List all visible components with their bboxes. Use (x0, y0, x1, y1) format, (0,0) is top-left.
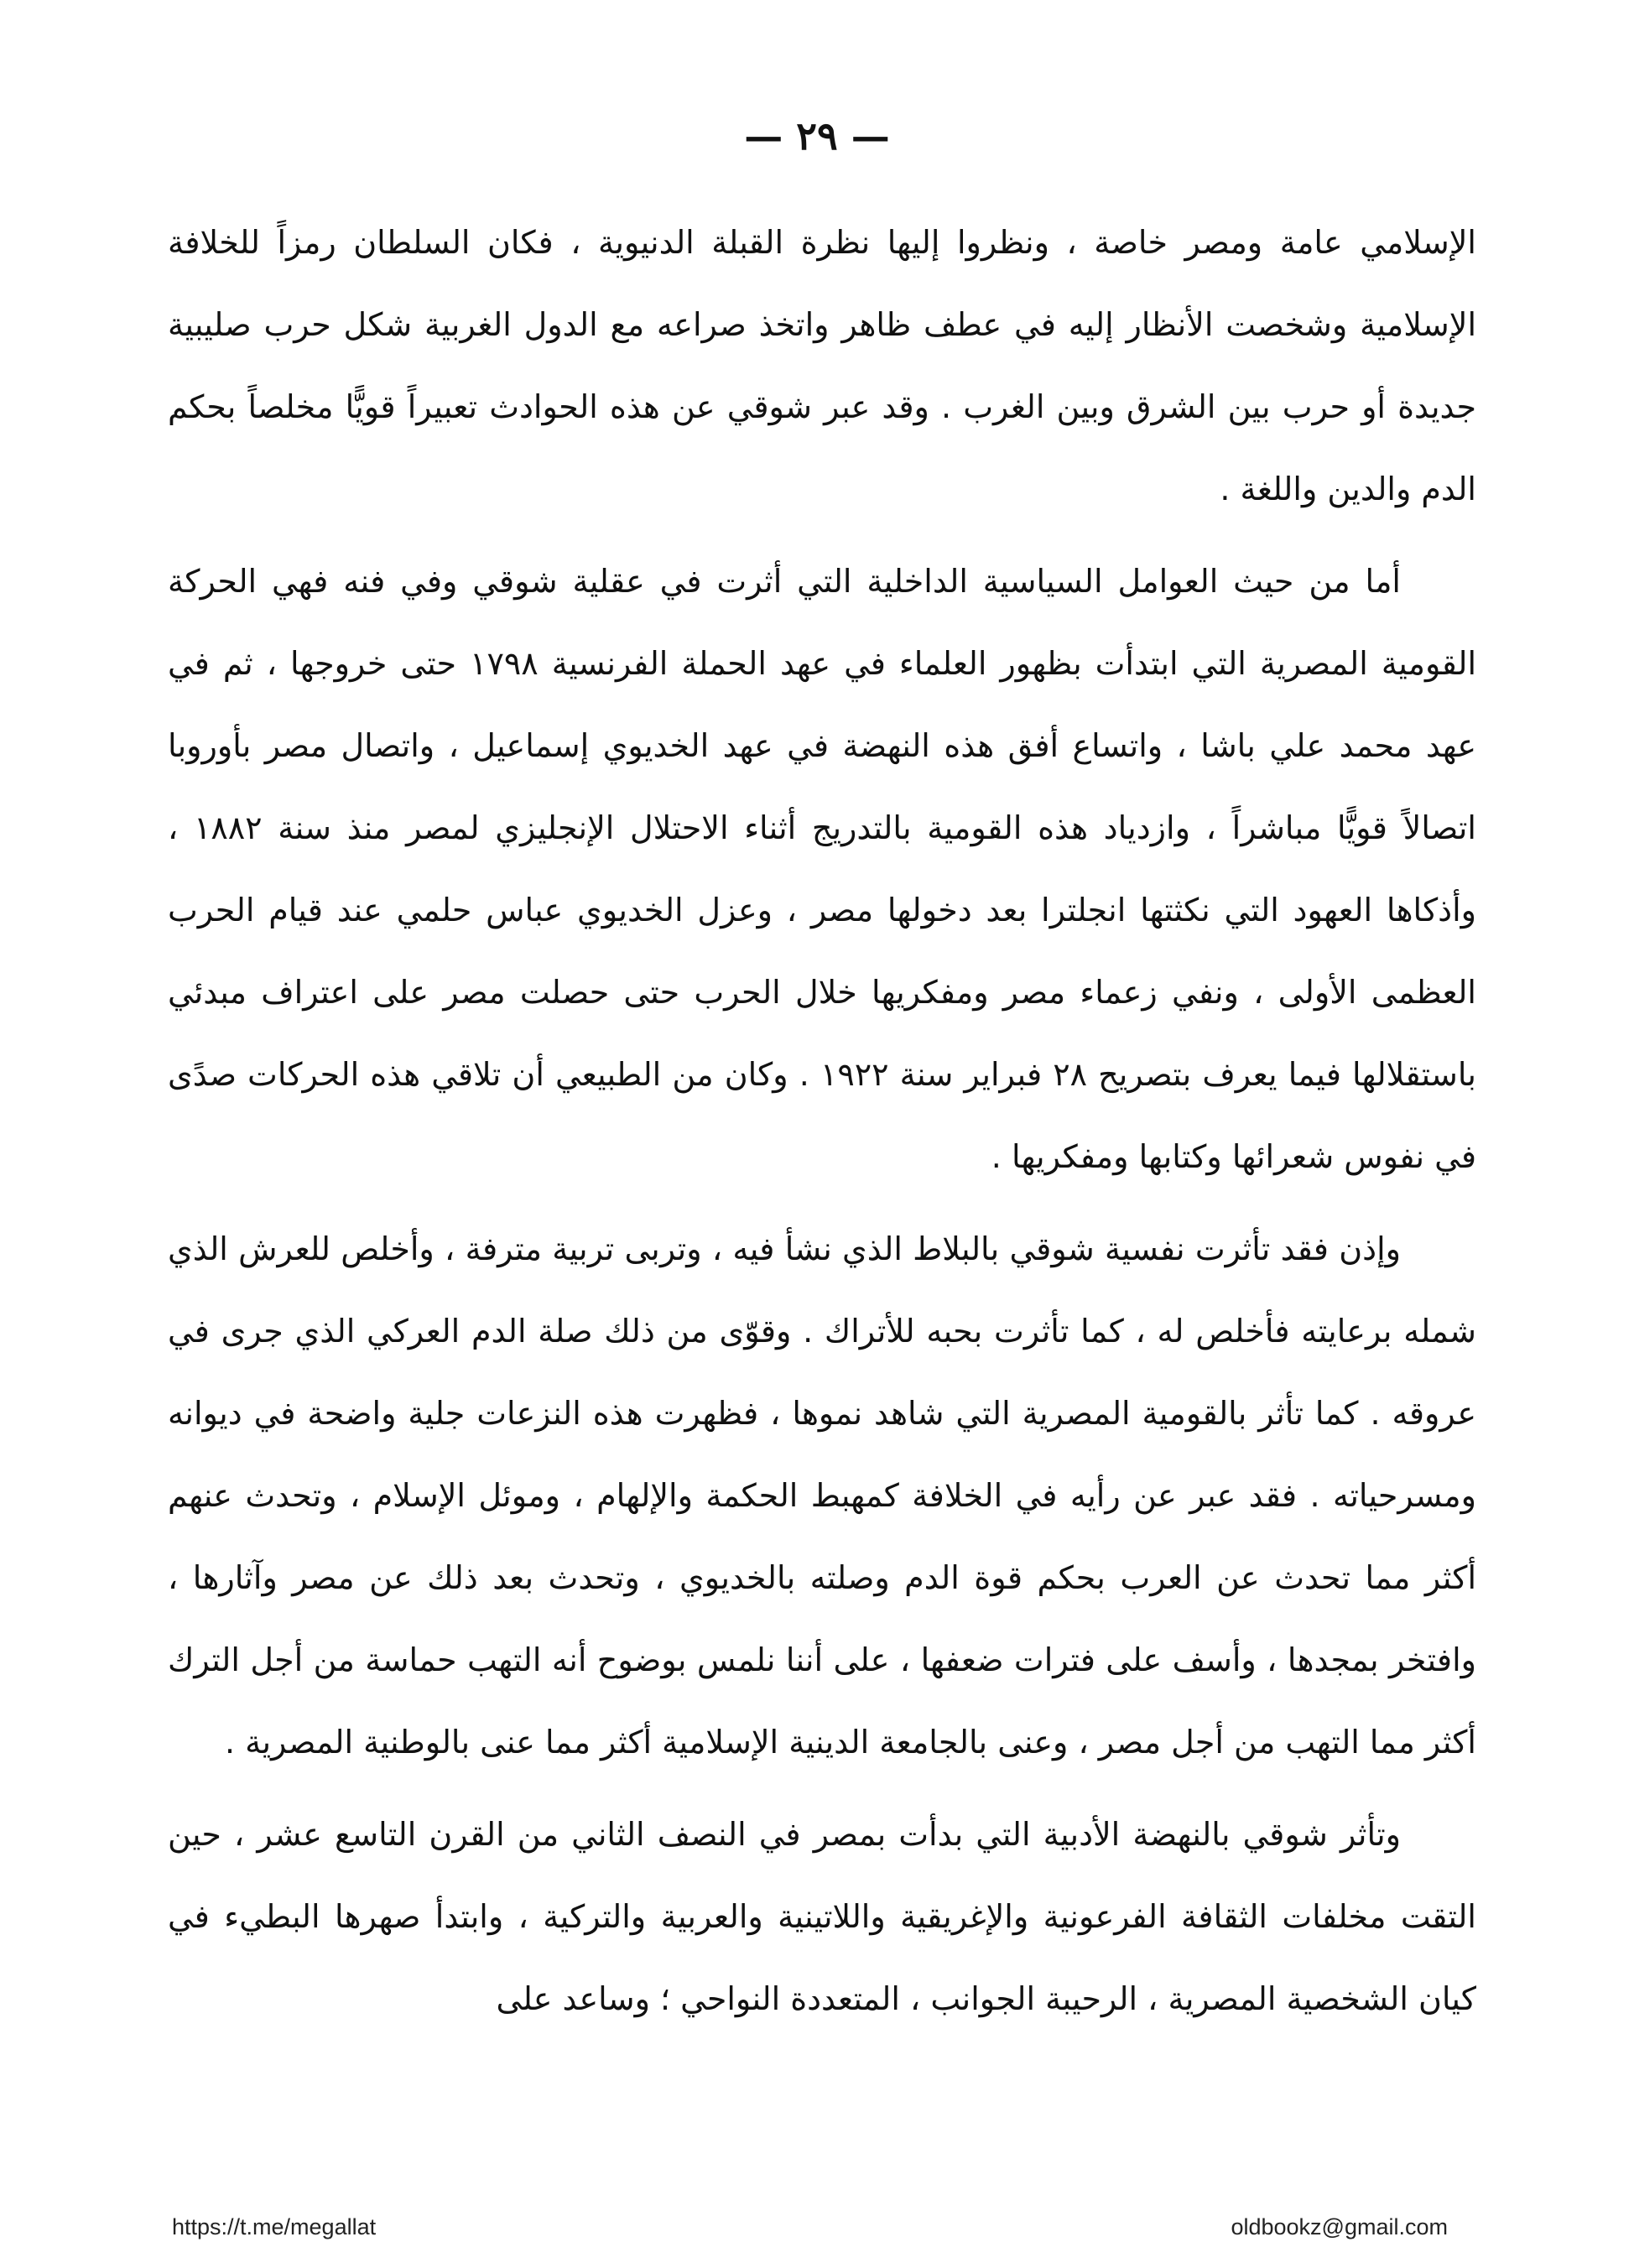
footer-email[interactable]: oldbookz@gmail.com (1231, 2214, 1448, 2239)
paragraph-2: أما من حيث العوامل السياسية الداخلية التي أثرت في عقلية شوقي وفي فنه فهي الحركة القومية المصرية التي ابتدأت بظهور العلماء في عهد الحملة الفرنسية ١٧٩٨ حتى خروجها ، ثم في عهد محمد علي باشا ، واتساع أفق هذه النهضة في عهد الخديوي إسماعيل ، واتصال مصر بأوروبا اتصالاً قويًّا مباشراً ، وازدياد هذه القومية بالتدريج أثناء الاحتلال الإنجليزي لمصر منذ سنة ١٨٨٢ ، وأذكاها العهود التي نكثتها انجلترا بعد دخولها مصر ، وعزل الخديوي عباس حلمي عند قيام الحرب العظمى الأولى ، ونفي زعماء مصر ومفكريها خلال الحرب حتى حصلت مصر على اعتراف مبدئي باستقلالها فيما يعرف بتصريح ٢٨ فبراير سنة ١٩٢٢ . وكان من الطبيعي أن تلاقي هذه الحركات صدًى في نفوس شعرائها وكتابها ومفكريها . (168, 563, 1477, 1175)
paragraph-1: الإسلامي عامة ومصر خاصة ، ونظروا إليها نظرة القبلة الدنيوية ، فكان السلطان رمزاً للخلافة الإسلامية وشخصت الأنظار إليه في عطف ظاهر واتخذ صراعه مع الدول الغربية شكل حرب صليبية جديدة أو حرب بين الشرق وبين الغرب . وقد عبر شوقي عن هذه الحوادث تعبيراً قويًّا مخلصاً بحكم الدم والدين واللغة . (168, 224, 1476, 507)
footer (0, 2214, 1634, 2248)
body-text (168, 201, 1476, 2040)
footer-telegram-link[interactable]: https://t.me/megallat (172, 2214, 377, 2239)
paragraph-3: وإذن فقد تأثرت نفسية شوقي بالبلاط الذي نشأ فيه ، وتربى تربية مترفة ، وأخلص للعرش الذي شمله برعايته فأخلص له ، كما تأثرت بحبه للأتراك . وقوّى من ذلك صلة الدم العركي الذي جرى في عروقه . كما تأثر بالقومية المصرية التي شاهد نموها ، فظهرت هذه النزعات جلية واضحة في ديوانه ومسرحياته . فقد عبر عن رأيه في الخلافة كمهبط الحكمة والإلهام ، وموئل الإسلام ، وتحدث عنهم أكثر مما تحدث عن العرب بحكم قوة الدم وصلته بالخديوي ، وتحدث بعد ذلك عن مصر وآثارها ، وافتخر بمجدها ، وأسف على فترات ضعفها ، على أننا نلمس بوضوح أنه التهب حماسة من أجل الترك أكثر مما التهب من أجل مصر ، وعنى بالجامعة الدينية الإسلامية أكثر مما عنى بالوطنية المصرية . (168, 1230, 1476, 1761)
page-number: — ٢٩ — (744, 113, 890, 159)
paragraph-4: وتأثر شوقي بالنهضة الأدبية التي بدأت بمصر في النصف الثاني من القرن التاسع عشر ، حين التقت مخلفات الثقافة الفرعونية والإغريقية واللاتينية والعربية والتركية ، وابتدأ صهرها البطيء في كيان الشخصية المصرية ، الرحيبة الجوانب ، المتعددة النواحي ؛ وساعد على (168, 1816, 1476, 2017)
